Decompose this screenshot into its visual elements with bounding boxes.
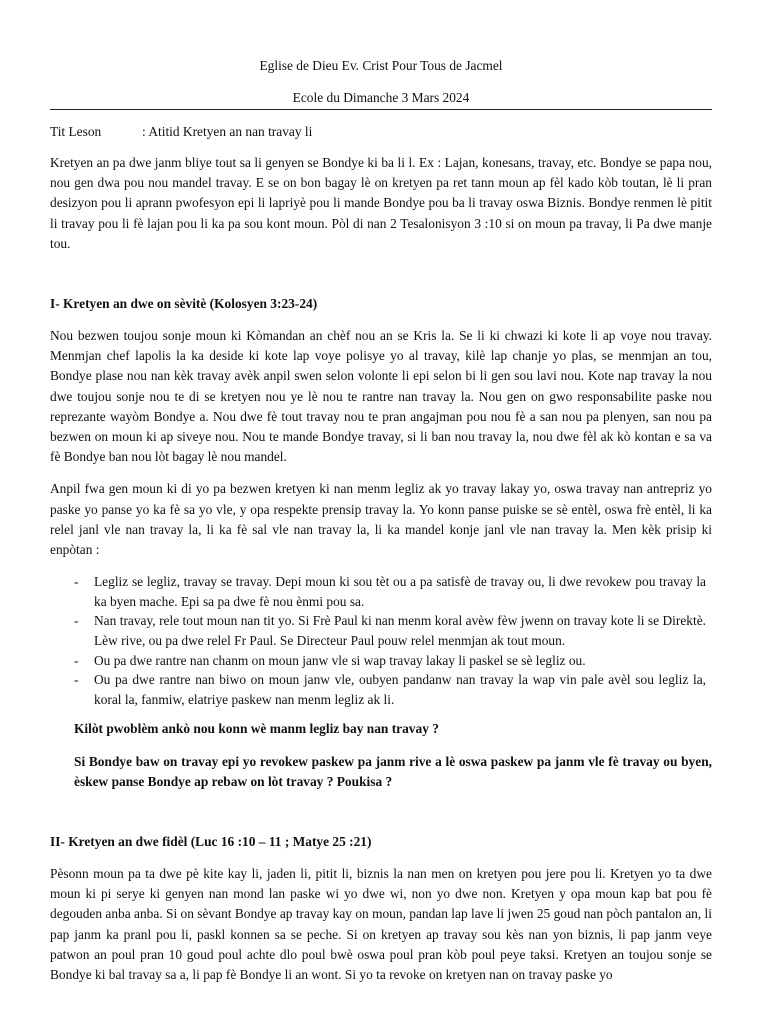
section-2-paragraph-1: Pèsonn moun pa ta dwe pè kite kay li, jaden li, pitit li, biznis la nan men on kretyen pou jere pou li. Kretyen yo ta dwe moun ki pi serye ki genyen nan mond lan paske wi yo dwe wi, non yo dwe non. Kretyen y opa moun kap bat pou fè degouden anba anba. Si on sèvant Bondye ap travay kay on moun, pandan lap lave li jwen 25 goud nan pòch pantalon an, li pap janm ka pranl pou li, paskl konnen sa se peche. Si on kretyen ap travay sou kès nan yon biznis, li pap janm veye patwon an poul pran 10 goud poul achte dlo poul bwè oswa poul pran kòb poul peye taksi. Kretyen an toujou sonje se Bondye ki bal travay sa a, li pap fè Bondye li an wont. Si yo ta revoke on kretyen nan on travay paske yo [50, 866, 712, 983]
list-item [50, 572, 712, 611]
list-item-text: Ou pa dwe rantre nan chanm on moun janw vle si wap travay lakay li paskel se sè legliz ou. [94, 652, 586, 668]
section-1-paragraph-1: Nou bezwen toujou sonje moun ki Kòmandan an chèf nou an se Kris la. Se li ki chwazi ki kote li ap voye nou travay. Menmjan chef lapolis la ka deside ki kote lap voye polisye yo al travay, kilè lap chanje yo plas, se menmjan an tou, Bondye plase nou nan kèk travay avèk anpil swen selon volonte li epi selon bi li gen sou lavi nou. Kote nap travay la nou dwe toujou sonje nou te di se kretyen nou ye lè nou te rantre nan travay la. Nou gen on gwo responsabilite paske nou reprezante wayòm Bondye a. Nou dwe fè tout travay nou te pran angajman pou nou fè a san nou pa plenyen, san nou pa bezwen on moun ki ap siveye nou. Nou te mande Bondye travay, si li ban nou travay la, nou dwe fèl ak kò kontan e sa va fè Bondye ban nou lòt bagay lè nou mandel. [50, 328, 712, 465]
intro-paragraph: Kretyen an pa dwe janm bliye tout sa li genyen se Bondye ki ba li l. Ex : Lajan, konesans, travay, etc. Bondye se papa nou, nou gen dwa pou nou mandel travay. E se on bon bagay lè on kretyen pa ret tann moun ap fèl kado kòb toutan, lè li pran desizyon pou li aprann pwofesyon epi li lapriyè pou li mande Bondye pou ba li travay oswa Biznis. Bondye renmen lè pitit li travay pou li fè lajan pou li ka pa sou kont moun. Pòl di nan 2 Tesalonisyon 3 :10 si on moun pa travay, li Pa dwe manje tou. [50, 155, 712, 251]
principles-list [50, 572, 712, 709]
dash-marker: - [74, 574, 79, 590]
list-item [50, 611, 712, 650]
section-1-heading: I- Kretyen an dwe on sèvitè (Kolosyen 3:23-24) [50, 296, 318, 312]
church-name: Eglise de Dieu Ev. Crist Pour Tous de Jacmel [259, 58, 503, 73]
list-item-text: Legliz se legliz, travay se travay. Depi moun ki sou tèt ou a pa satisfè de travay ou, li dwe revokew pou travay la ka byen mache. Epi sa pa dwe fè nou ènmi pou sa. [94, 574, 706, 609]
lesson-title-label: Tit Leson [50, 124, 102, 139]
dash-marker: - [74, 652, 79, 668]
section-2-heading: II- Kretyen an dwe fidèl (Luc 16 :10 – 11 ; Matye 25 :21) [50, 834, 372, 850]
question-1: Kilòt pwoblèm ankò nou konn wè manm legliz bay nan travay ? [74, 721, 439, 737]
question-2: Si Bondye baw on travay epi yo revokew paskew pa janm rive a lè oswa paskew pa janm vle fè travay ou byen, èskew panse Bondye ap rebaw on lòt travay ? Poukisa ? [74, 753, 712, 789]
school-date-line: Ecole du Dimanche 3 Mars 2024 [50, 88, 712, 110]
lesson-title-value: : Atitid Kretyen an nan travay li [142, 124, 313, 139]
list-item-text: Ou pa dwe rantre nan biwo on moun janw vle, oubyen pandanw nan travay la wap vin pale avèl sou legliz la, koral la, fanmiw, elatriye paskew nan menm legliz ak li. [94, 672, 706, 707]
list-item-text: Nan travay, rele tout moun nan tit yo. Si Frè Paul ki nan menm koral avèw fèw jwenn on travay kote li se Direktè. Lèw rive, ou pa dwe relel Fr Paul. Se Directeur Paul pouw relel menmjan ak tout moun. [94, 613, 706, 649]
section-1-paragraph-2: Anpil fwa gen moun ki di yo pa bezwen kretyen ki nan menm legliz ak yo travay lakay yo, oswa travay nan antrepriz yo paske yo panse yo ka fè sa yo vle, y opa respekte prensip travay la. Yo konn panse puiske se sè entèl, oswa frè entèl, li ka relel janl vle nan travay la, li ka fè sal vle nan travay la, li ka mandel konje janl vle nan travay la. Men kèk prisip ki enpòtan : [50, 481, 712, 558]
list-item [50, 651, 712, 671]
list-item [50, 670, 712, 709]
dash-marker: - [74, 672, 79, 688]
lesson-title-line [50, 122, 712, 142]
document-page [50, 56, 712, 985]
dash-marker: - [74, 613, 79, 629]
